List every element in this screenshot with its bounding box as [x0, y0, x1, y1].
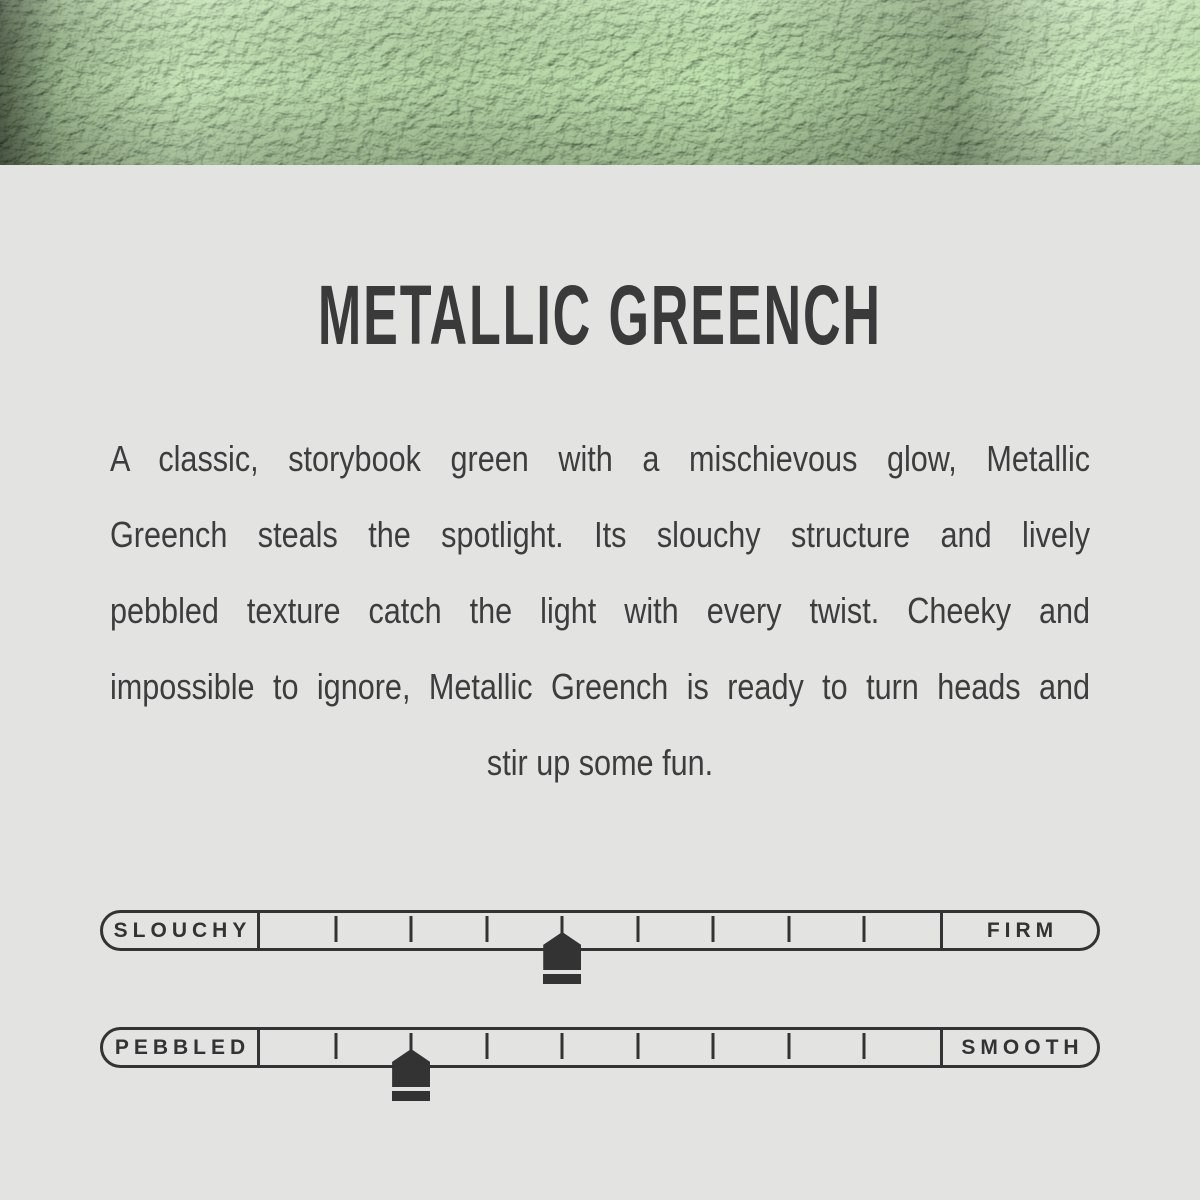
structure-scale-right-label: FIRM: [940, 913, 1097, 948]
scale-marker: [392, 1049, 430, 1101]
texture-scale: [100, 1027, 1100, 1068]
tick-mark: [485, 1033, 488, 1059]
tick-mark: [561, 1033, 564, 1059]
tick-mark: [787, 916, 790, 942]
tick-mark: [863, 916, 866, 942]
leather-texture-svg: [0, 0, 1200, 165]
structure-scale-left-label: SLOUCHY: [103, 913, 260, 948]
structure-scale-track: [260, 913, 940, 948]
scale-marker: [543, 932, 581, 984]
texture-scale-left-label: PEBBLED: [103, 1030, 260, 1065]
tick-mark: [410, 916, 413, 942]
tick-mark: [636, 1033, 639, 1059]
description-line-last: stir up some fun.: [486, 742, 714, 783]
tick-mark: [636, 916, 639, 942]
description-line: Greench steals the spotlight. Its slouchy structure and lively: [110, 514, 1091, 555]
color-description: [110, 421, 1090, 801]
tick-mark: [712, 1033, 715, 1059]
marker-foot: [543, 974, 581, 984]
page-title: METALLIC GREENCH: [317, 268, 883, 362]
structure-scale: [100, 910, 1100, 951]
tick-mark: [787, 1033, 790, 1059]
marker-head: [392, 1049, 430, 1087]
description-line: impossible to ignore, Metallic Greench is ready to turn heads and: [110, 666, 1091, 707]
marker-foot: [392, 1091, 430, 1101]
description-line: A classic, storybook green with a mischievous glow, Metallic: [110, 438, 1091, 479]
tick-mark: [712, 916, 715, 942]
leather-texture-image: [0, 0, 1200, 165]
tick-mark: [863, 1033, 866, 1059]
leather-shade-vertical-rect: [0, 0, 1200, 165]
tick-mark: [334, 916, 337, 942]
tick-mark: [334, 1033, 337, 1059]
description-line: pebbled texture catch the light with every twist. Cheeky and: [110, 590, 1091, 631]
tick-mark: [485, 916, 488, 942]
marker-head: [543, 932, 581, 970]
texture-scale-track: [260, 1030, 940, 1065]
page-title-row: [0, 268, 1200, 378]
texture-scale-right-label: SMOOTH: [940, 1030, 1097, 1065]
